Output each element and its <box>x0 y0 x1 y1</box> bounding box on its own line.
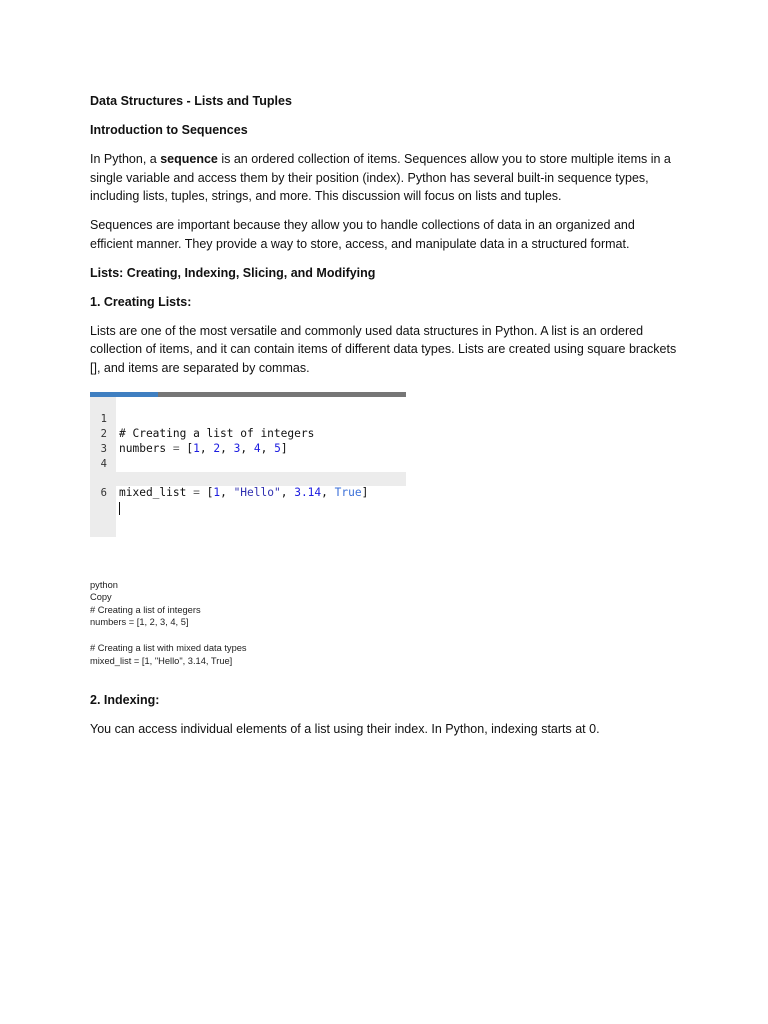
code-separator: , <box>220 442 234 456</box>
paragraph-lists-description: Lists are one of the most versatile and commonly used data structures in Python. A list is an ordered collection of items, and it can contain items of different data types. Lists are created using square brackets [], and items are separated by commas. <box>90 323 677 375</box>
code-comment: # Creating a list of integers <box>119 427 315 441</box>
code-string: "Hello" <box>233 486 281 500</box>
text-cursor <box>119 501 120 516</box>
code-separator: , <box>280 486 295 500</box>
section-heading-lists: Lists: Creating, Indexing, Slicing, and Modifying <box>90 265 376 280</box>
code-number: 1 <box>193 442 200 456</box>
code-separator: , <box>321 486 335 500</box>
code-operator: = <box>186 486 207 500</box>
code-line <box>90 457 406 500</box>
code-blank-line <box>90 629 680 642</box>
line-number: 3 <box>100 443 107 456</box>
code-number: 2 <box>213 442 221 456</box>
code-identifier: mixed_list <box>119 486 187 500</box>
code-text-line: numbers = [1, 2, 3, 4, 5] <box>90 617 189 628</box>
code-text-line: mixed_list = [1, "Hello", 3.14, True] <box>90 655 233 666</box>
code-separator: , <box>199 442 214 456</box>
code-bracket: [ <box>186 442 194 456</box>
code-bracket: [ <box>206 486 214 500</box>
editor-tab-bar <box>90 392 406 397</box>
code-bracket: ] <box>361 486 369 500</box>
document-title: Data Structures - Lists and Tuples <box>90 94 292 108</box>
code-number: 4 <box>253 442 261 456</box>
paragraph-sequence-definition <box>90 150 680 206</box>
paragraph-indexing: You can access individual elements of a list using their index. In Python, indexing starts at 0. <box>90 722 600 737</box>
code-statement <box>119 486 368 501</box>
code-text-line: # Creating a list with mixed data types <box>90 643 247 653</box>
code-operator: = <box>166 442 187 456</box>
code-line <box>90 442 406 470</box>
code-keyword: True <box>334 486 362 500</box>
code-number: 5 <box>274 442 281 456</box>
line-number: 4 <box>100 457 107 470</box>
paragraph-sequence-importance: Sequences are important because they allow you to handle collections of data in an organized and efficient manner. They provide a way to store, access, and manipulate data in a structured format. <box>90 218 635 251</box>
line-number: 6 <box>100 487 107 500</box>
code-separator: , <box>260 442 275 456</box>
code-lines <box>90 398 406 500</box>
code-separator: , <box>220 486 234 500</box>
code-identifier: numbers <box>119 442 167 456</box>
paragraph-text: In Python, a <box>90 152 161 166</box>
line-number: 1 <box>100 413 107 426</box>
section-heading-introduction: Introduction to Sequences <box>90 123 248 137</box>
code-language-label: python <box>90 579 118 590</box>
code-number: 3.14 <box>294 486 322 500</box>
caret <box>119 502 120 515</box>
code-editor[interactable] <box>90 392 406 537</box>
code-line <box>90 398 406 441</box>
code-text-line: # Creating a list of integers <box>90 604 201 615</box>
subsection-heading-creating-lists: 1. Creating Lists: <box>90 294 192 309</box>
copied-code-block <box>90 579 680 668</box>
copy-button[interactable]: Copy <box>90 592 112 603</box>
code-number: 1 <box>213 486 221 500</box>
code-separator: , <box>240 442 254 456</box>
document-body <box>90 92 680 749</box>
bold-term-sequence: sequence <box>160 152 218 166</box>
line-number: 2 <box>100 428 107 441</box>
subsection-heading-indexing: 2. Indexing: <box>90 693 160 708</box>
code-bracket: ] <box>280 442 288 456</box>
code-number: 3 <box>233 442 241 456</box>
paragraph-text: is an ordered collection of items. Sequences allow you to store multiple items in a single variable and access them by their position (index). Python has several built-in sequence types, including lists, tuples, strings, and more. This discussion will focus on lists and tuples. <box>90 152 671 204</box>
